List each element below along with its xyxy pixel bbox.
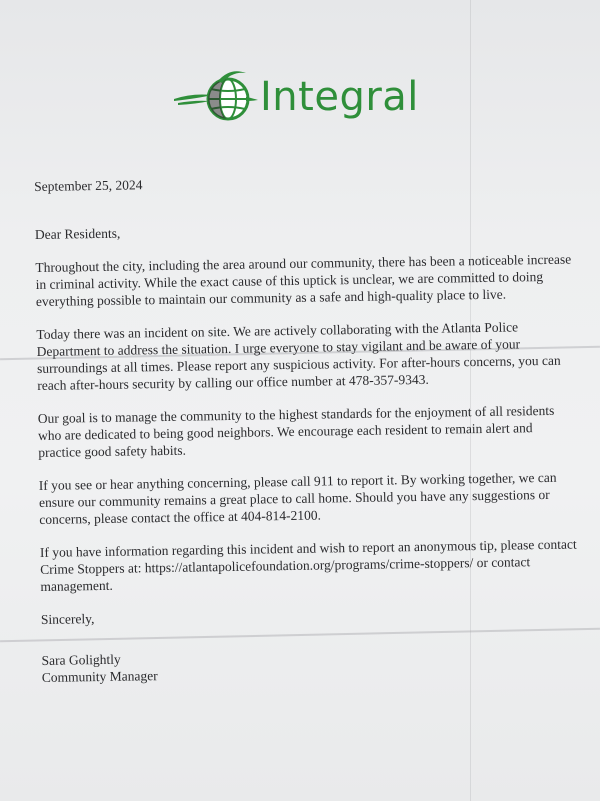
- company-name: Integral: [260, 74, 419, 120]
- globe-swoosh-icon: [172, 67, 258, 127]
- letter-date: September 25, 2024: [34, 177, 143, 194]
- letter-greeting: Dear Residents,: [34, 225, 121, 242]
- letter-paragraph: Today there was an incident on site. We are actively collaborating with the Atlanta Police Department to address the situation. I urge everyone to stay vigilant and be aware of your surroundings at all times. Please report any suspicious activity. For after-hours concerns, you can reach after-hours security by calling our office number at 478-357-9343.: [36, 319, 561, 393]
- letter-body: [34, 170, 582, 686]
- signer-name: Sara Golightly: [41, 651, 121, 668]
- letter-paragraph: If you see or hear anything concerning, please call 911 to report it. By working together, we can ensure our community remains a great place to call home. Should you have any suggestions or concerns, please contact the office at 404-814-2100.: [38, 469, 557, 527]
- letter-paragraph: If you have information regarding this incident and wish to report an anonymous tip, please contact Crime Stoppers at: https://atlantapolicefoundation.org/programs/crime-stoppers/ or contact management.: [39, 536, 577, 594]
- letter-paragraph: Our goal is to manage the community to the highest standards for the enjoyment of all residents who are dedicated to being good neighbors. We encourage each resident to remain alert and practice good safety habits.: [37, 402, 555, 460]
- letter-closing: Sincerely,: [40, 611, 95, 627]
- letter-paragraph: Throughout the city, including the area around our community, there has been a noticeable increase in criminal activity. While the exact cause of this uptick is unclear, we are committed to doing everything possible to maintain our community as a safe and high-quality place to live.: [35, 251, 572, 309]
- signer-title: Community Manager: [41, 668, 158, 685]
- letterhead-logo: [172, 62, 472, 132]
- signature-block: [41, 643, 581, 685]
